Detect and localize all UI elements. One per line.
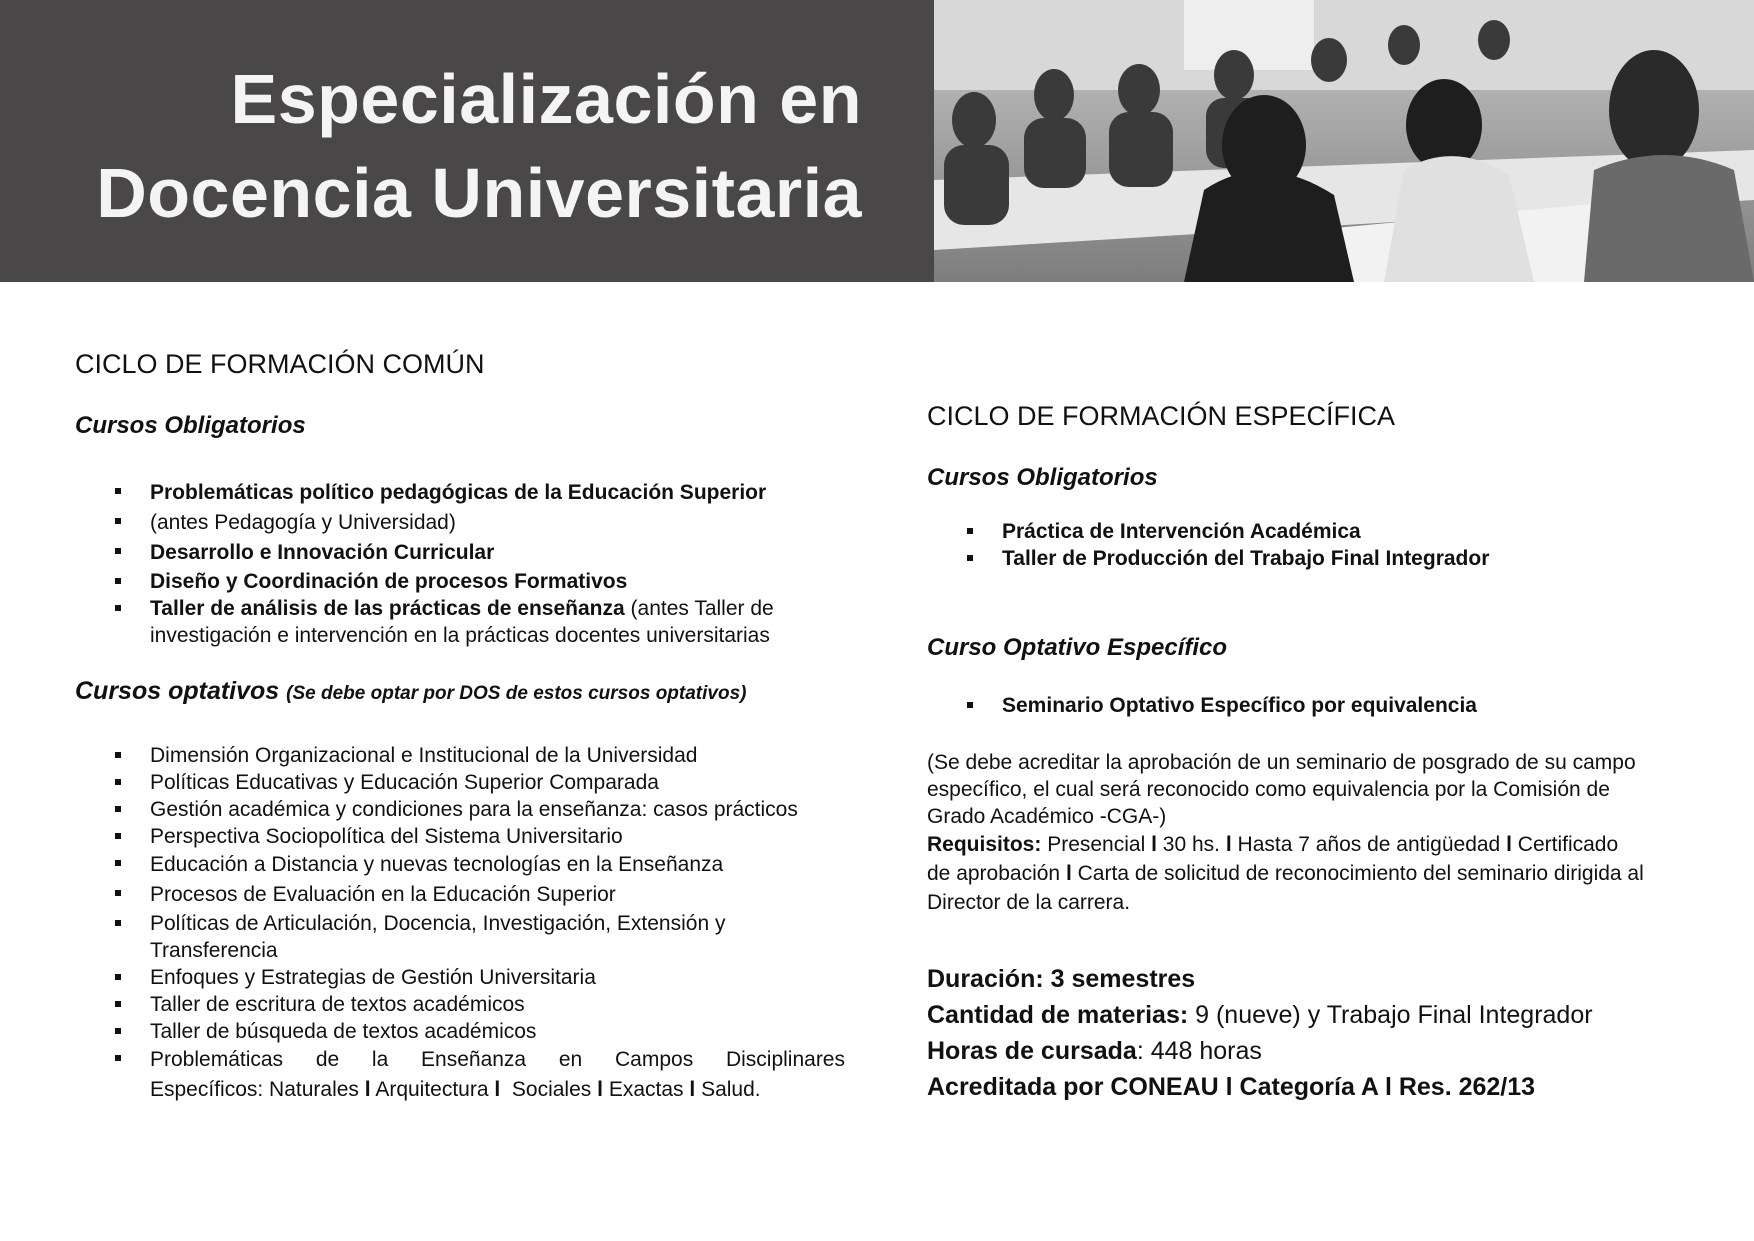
list-item: Taller de escritura de textos académicos: [75, 991, 845, 1018]
list-item: Políticas de Articulación, Docencia, Investigación, Extensión y Transferencia: [75, 910, 845, 964]
campo-item: Sociales: [511, 1078, 592, 1101]
obligatorios-list: [75, 478, 845, 649]
requisito-item: Hasta 7 años de antigüedad: [1237, 833, 1501, 856]
optativos-list: [75, 742, 845, 1105]
ciclo-especifica-heading: CICLO DE FORMACIÓN ESPECÍFICA: [927, 401, 1396, 431]
problematicas-specific-label: Específicos: Naturales: [150, 1078, 359, 1101]
list-item: Procesos de Evaluación en la Educación Superior: [75, 880, 845, 910]
title-line-1: Especialización en: [230, 60, 862, 138]
list-item: Gestión académica y condiciones para la enseñanza: casos prácticos: [75, 796, 845, 823]
optativo-especifico-list: [927, 692, 1647, 719]
separator: l: [1151, 833, 1157, 856]
ciclo-comun-section: [75, 346, 845, 1105]
optativos-title: Cursos optativos: [75, 677, 280, 705]
list-item: Desarrollo e Innovación Curricular: [75, 538, 845, 568]
requisito-item: Presencial: [1047, 833, 1146, 856]
horas-cursada: [927, 1033, 1647, 1069]
campo-item: Arquitectura: [375, 1078, 489, 1101]
list-item: Enfoques y Estrategias de Gestión Universitaria: [75, 964, 845, 991]
page-title: [96, 52, 862, 240]
problematicas-line-2: [150, 1075, 845, 1105]
separator: l: [1065, 862, 1072, 885]
separator: l: [364, 1078, 371, 1101]
taller-rest-text: (antes Taller de investigación e intervención en la prácticas docentes universitarias: [150, 597, 774, 647]
separator: l: [1506, 833, 1512, 856]
list-item: Taller de Producción del Trabajo Final Integrador: [927, 545, 1647, 572]
separator: l: [494, 1078, 501, 1101]
cantidad-materias: [927, 997, 1647, 1033]
list-item: Práctica de Intervención Académica: [927, 518, 1647, 545]
separator: l: [689, 1078, 696, 1101]
acreditacion: Acreditada por CONEAU l Categoría A l Res. 262/13: [927, 1073, 1536, 1101]
ciclo-especifica-section: [927, 398, 1647, 1105]
materias-label: Cantidad de materias:: [927, 1001, 1189, 1029]
list-item: [75, 1045, 845, 1105]
list-item: Educación a Distancia y nuevas tecnologías en la Enseñanza: [75, 850, 845, 880]
obligatorios-heading: Cursos Obligatorios: [927, 464, 1158, 491]
horas-value: : 448 horas: [1136, 1037, 1262, 1065]
obligatorios-heading: Cursos Obligatorios: [75, 412, 306, 439]
taller-bold-text: Taller de análisis de las prácticas de enseñanza: [150, 597, 625, 620]
optativos-note: (Se debe optar por DOS de estos cursos optativos): [286, 683, 747, 704]
separator: l: [1225, 833, 1232, 856]
requisitos-label: Requisitos:: [927, 833, 1042, 856]
separator: l: [597, 1078, 603, 1101]
campo-item: Exactas: [608, 1078, 684, 1101]
especifica-obligatorios-list: [927, 518, 1647, 572]
duracion: Duración: 3 semestres: [927, 965, 1196, 993]
ciclo-comun-heading: CICLO DE FORMACIÓN COMÚN: [75, 349, 485, 379]
list-item: Dimensión Organizacional e Institucional de la Universidad: [75, 742, 845, 769]
list-item: (antes Pedagogía y Universidad): [75, 508, 845, 538]
list-item: Problemáticas político pedagógicas de la Educación Superior: [75, 478, 845, 508]
problematicas-line-1: Problemáticas de la Enseñanza en Campos Disciplinares: [150, 1048, 845, 1071]
list-item: Perspectiva Sociopolítica del Sistema Universitario: [75, 823, 845, 850]
list-item: Políticas Educativas y Educación Superior Comparada: [75, 769, 845, 796]
classroom-photo: [934, 0, 1754, 282]
list-item: Taller de búsqueda de textos académicos: [75, 1018, 845, 1045]
optativo-especifico-heading: Curso Optativo Específico: [927, 634, 1228, 661]
requisito-item: 30 hs.: [1162, 833, 1220, 856]
requisito-item: Carta de solicitud de reconocimiento del seminario dirigida al Director de la carrera.: [927, 862, 1644, 914]
requisitos: [927, 830, 1647, 917]
list-item: Seminario Optativo Específico por equivalencia: [927, 692, 1647, 719]
campo-item: Salud.: [701, 1078, 761, 1101]
title-line-2: Docencia Universitaria: [96, 154, 862, 232]
list-item: [75, 595, 845, 649]
program-facts: [927, 961, 1647, 1105]
optativo-note: (Se debe acreditar la aprobación de un seminario de posgrado de su campo específico, el cual será reconocido como equivalencia por la Comisión de Grado Académico -CGA-): [927, 751, 1636, 828]
horas-label: Horas de cursada: [927, 1037, 1137, 1065]
optativos-heading: [75, 675, 845, 710]
list-item: Diseño y Coordinación de procesos Formativos: [75, 568, 845, 595]
materias-value: 9 (nueve) y Trabajo Final Integrador: [1188, 1001, 1593, 1029]
requisito-item: Certificado de aprobación: [927, 833, 1619, 885]
